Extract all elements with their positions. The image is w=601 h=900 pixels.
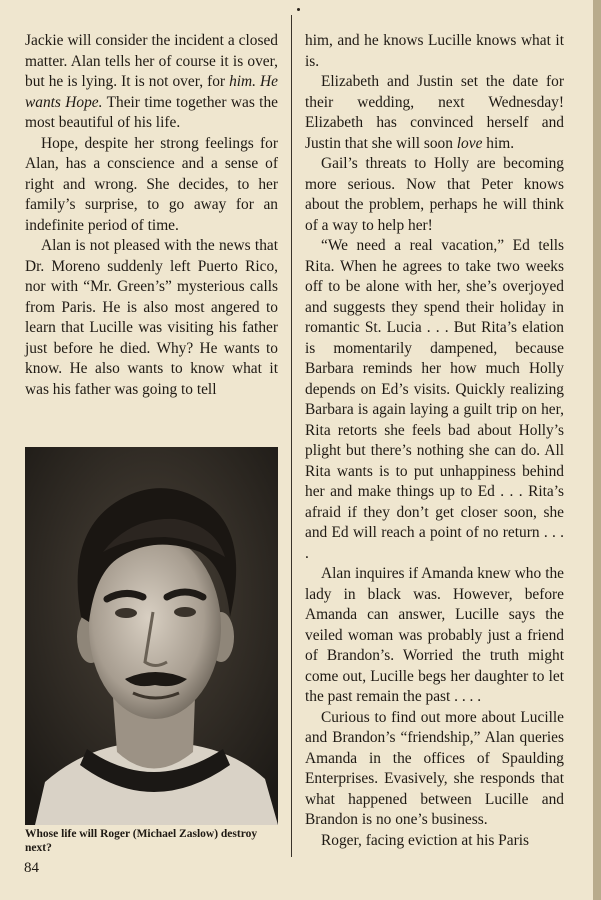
article-paragraph	[305, 708, 564, 831]
article-paragraph	[305, 72, 564, 154]
photo-caption	[25, 827, 285, 855]
article-paragraph	[305, 31, 564, 72]
page-edge	[593, 0, 601, 900]
paragraph-text: Their time together was the most beautiful of his life.	[25, 93, 278, 131]
article-paragraph	[305, 236, 564, 564]
article-paragraph	[25, 134, 278, 237]
paragraph-text: “We need a real vacation,” Ed tells Rita. When he agrees to take two weeks off to be alone with her, she’s overjoyed and suggests they spend their holiday in romantic St. Lucia . . . But Rita’s elation is momentarily dampened, because Barbara reminds her how much Holly depends on Ed’s visits. Quickly realizing Barbara is again laying a guilt trip on her, Rita retorts she feels bad about Holly’s plight but there’s nothing she can do. All Rita wants is to put unhappiness behind her and make things up to Ed . . . Rita’s afraid if they don’t get closer soon, she and Ed will reach a point of no return . . . .	[305, 237, 564, 562]
article-paragraph	[25, 236, 278, 400]
paragraph-text: Elizabeth and Justin set the date for their wedding, next Wednesday! Elizabeth has convinced herself and Justin that she will soon	[305, 73, 564, 152]
article-paragraph	[305, 154, 564, 236]
paragraph-text: Roger, facing eviction at his Paris	[321, 831, 529, 849]
paragraph-text: him, and he knows Lucille knows what it is.	[305, 32, 564, 70]
article-paragraph	[25, 31, 278, 134]
top-dot	[297, 8, 300, 11]
article-paragraph	[305, 831, 564, 852]
paragraph-text: Hope, despite her strong feelings for Alan, has a conscience and a sense of right and wrong. She decides, to her family’s surprise, to go away for an indefinite period of time.	[25, 134, 278, 234]
portrait-photo	[25, 447, 278, 825]
paragraph-text: Alan is not pleased with the news that Dr. Moreno suddenly left Puerto Rico, nor with “Mr. Green’s” mysterious calls from Paris. He is also most angered to learn that Lucille was visiting his father just before he died. Why? He wants to know. He also wants to know what it was his father was going to tell	[25, 237, 278, 398]
paragraph-text: Curious to find out more about Lucille and Brandon’s “friendship,” Alan queries Amanda in the offices of Spaulding Enterprises. Evasively, she responds that what happened between Lucille and Brandon is no one’s business.	[305, 708, 564, 828]
italic-text: love	[456, 134, 483, 152]
italic-text: him. He wants Hope.	[25, 73, 278, 111]
page-number: 84	[24, 860, 39, 876]
article-paragraph	[305, 564, 564, 708]
paragraph-text: Gail’s threats to Holly are becoming more serious. Now that Peter knows about the problem, perhaps he will think of a way to help her!	[305, 155, 564, 234]
paragraph-text: him.	[482, 134, 515, 152]
right-column	[305, 31, 564, 851]
portrait-illustration	[25, 447, 278, 825]
paragraph-text: Alan inquires if Amanda knew who the lady in black was. However, before Amanda can answer, Lucille says the veiled woman was probably just a friend of Brandon’s. Worried the truth might come out, Lucille begs her daughter to let the past remain the past . . . .	[305, 565, 564, 705]
paragraph-text: Jackie will consider the incident a closed matter. Alan tells her of course it is over, but he is lying. It is not over, for	[25, 32, 278, 90]
photo-caption-text: Whose life will Roger (Michael Zaslow) destroy next?	[25, 828, 258, 854]
column-divider	[291, 15, 292, 857]
left-column	[25, 31, 278, 400]
